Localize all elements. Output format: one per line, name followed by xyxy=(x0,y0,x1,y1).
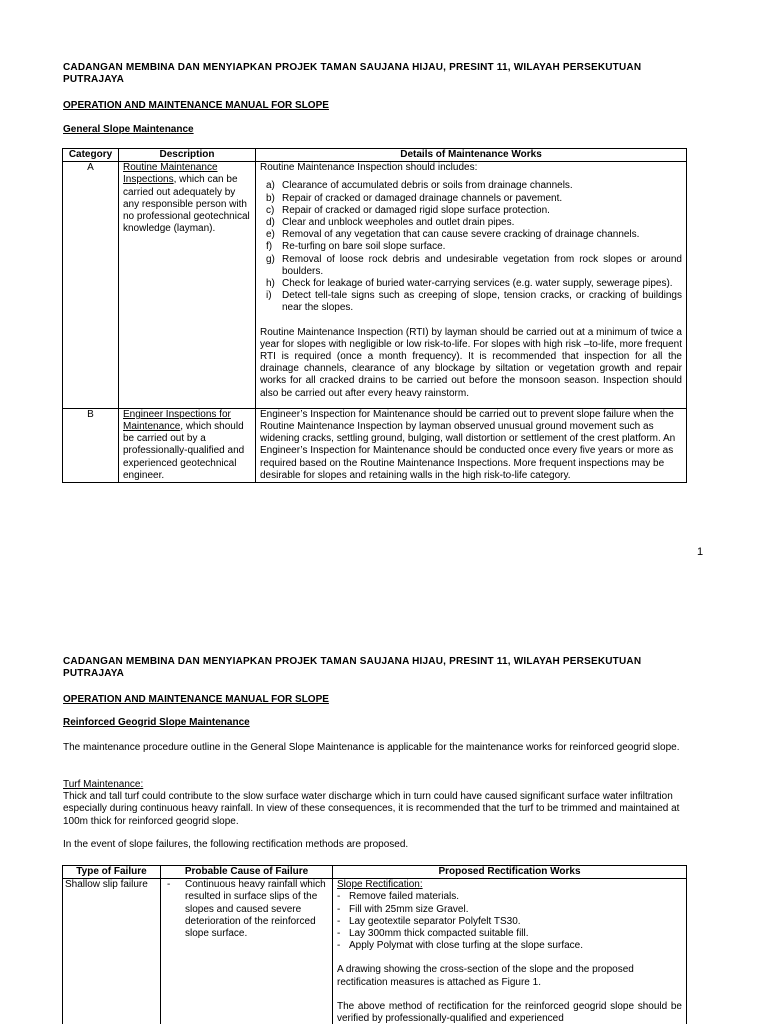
project-title: CADANGAN MEMBINA DAN MENYIAPKAN PROJEK TAMAN SAUJANA HIJAU, PRESINT 11, WILAYAH PERSEKUTUAN PUTRAJAYA xyxy=(63,62,642,86)
manual-title: OPERATION AND MAINTENANCE MANUAL FOR SLOPE xyxy=(63,100,329,111)
table-header-row xyxy=(63,149,687,162)
document-page-2 xyxy=(0,640,768,1024)
rectification-heading: Slope Rectification: xyxy=(337,879,423,891)
table-row xyxy=(63,162,687,409)
details-cell xyxy=(256,162,687,409)
list-item: - Apply Polymat with close turfing at the slope surface. xyxy=(337,940,584,952)
list-item: - Lay 300mm thick compacted suitable fill. xyxy=(337,928,529,940)
maintenance-items-list xyxy=(260,180,682,314)
intro-paragraph: The maintenance procedure outline in the General Slope Maintenance is applicable for the maintenance works for reinforced geogrid slope. xyxy=(63,742,680,753)
project-title: CADANGAN MEMBINA DAN MENYIAPKAN PROJEK TAMAN SAUJANA HIJAU, PRESINT 11, WILAYAH PERSEKUTUAN PUTRAJAYA xyxy=(63,656,642,680)
list-item: c) Repair of cracked or damaged rigid slope surface protection. xyxy=(266,204,550,216)
section-title: Reinforced Geogrid Slope Maintenance xyxy=(63,717,250,728)
description-cell xyxy=(119,408,256,482)
description-text: , which can be carried out adequately by any responsible person with no professional geotechnical knowledge (layman). xyxy=(123,174,250,235)
description-text: , which should be carried out by a professionally-qualified and experienced geotechnical engineer. xyxy=(123,421,245,481)
description-link-text: Routine Maintenance Inspections xyxy=(123,162,218,186)
page-number: 1 xyxy=(697,546,704,558)
header-rectification: Proposed Rectification Works xyxy=(333,866,687,879)
header-type-of-failure: Type of Failure xyxy=(63,866,161,879)
turf-heading: Turf Maintenance: xyxy=(63,779,144,790)
category-cell: B xyxy=(63,408,119,482)
page-gap xyxy=(0,600,768,640)
list-item: d) Clear and unblock weepholes and outlet drain pipes. xyxy=(266,217,515,229)
rti-paragraph: Routine Maintenance Inspection (RTI) by layman should be carried out at a minimum of twice a year for slopes with negligible or low risk-to-life. For slopes with high risk –to-life, more frequent RTI is required (once a month frequency). It is recommended that inspection for all the drainage channels, clearance of any blockage by siltation or vegetation growth and repair works for all cracked drains to be carried out before the monsoon season. Inspection should also be carried out after every heavy rainstorm. xyxy=(260,326,682,399)
header-probable-cause: Probable Cause of Failure xyxy=(161,866,333,879)
verification-note: The above method of rectification for the reinforced geogrid slope should be verified by professionally-qualified and experienced xyxy=(337,1000,682,1024)
table-row xyxy=(63,408,687,482)
cause-item: - Continuous heavy rainfall which resulted in surface slips of the slopes and caused severe deterioration of the reinforced slope surface. xyxy=(167,879,326,940)
header-details: Details of Maintenance Works xyxy=(256,149,687,162)
list-item: g) Removal of loose rock debris and undesirable vegetation from rock slopes or around boulders. xyxy=(266,253,682,277)
list-item: - Lay geotextile separator Polyfelt TS30. xyxy=(337,915,521,927)
manual-title: OPERATION AND MAINTENANCE MANUAL FOR SLOPE xyxy=(63,694,329,705)
list-item: e) Removal of any vegetation that can cause severe cracking of drainage channels. xyxy=(266,229,640,241)
table-header-row xyxy=(63,866,687,879)
category-cell: A xyxy=(63,162,119,409)
rectification-cell xyxy=(333,879,687,1024)
details-cell: Engineer’s Inspection for Maintenance should be carried out to prevent slope failure when the Routine Maintenance Inspection by layman observed unusual ground movement such as widening cracks, settling ground, bulging, wall distortion or settlement of the crest platform. An Engineer’s Inspection for Maintenance should be conducted once every five years or more as required based on the Routine Maintenance Inspections. More frequent inspections may be desirable for slopes and retaining walls in the high risk-to-life category. xyxy=(256,408,687,482)
header-description: Description xyxy=(119,149,256,162)
turf-section xyxy=(63,779,687,828)
list-item: a) Clearance of accumulated debris or soils from drainage channels. xyxy=(266,180,573,192)
drawing-note: A drawing showing the cross-section of the slope and the proposed rectification measures is attached as Figure 1. xyxy=(337,964,634,988)
header-category: Category xyxy=(63,149,119,162)
turf-paragraph: Thick and tall turf could contribute to the slow surface water discharge which in turn could have caused significant surface water infiltration especially during continuous heavy rainfall. In view of these consequences, it is recommended that the turf to be trimmed and maintained at 100m thick for reinforced geogrid slope. xyxy=(63,791,680,827)
list-item: - Remove failed materials. xyxy=(337,891,460,903)
list-item: h) Check for leakage of buried water-carrying services (e.g. water supply, sewerage pipes). xyxy=(266,278,673,290)
general-maintenance-table xyxy=(62,148,687,483)
failure-type-cell: Shallow slip failure xyxy=(63,879,161,1024)
failure-intro: In the event of slope failures, the following rectification methods are proposed. xyxy=(63,839,409,850)
rectification-steps-list xyxy=(337,891,682,952)
cause-cell xyxy=(161,879,333,1024)
section-title: General Slope Maintenance xyxy=(63,124,194,135)
table-row xyxy=(63,879,687,1024)
details-intro: Routine Maintenance Inspection should includes: xyxy=(260,162,478,174)
rectification-table xyxy=(62,865,687,1024)
description-cell xyxy=(119,162,256,409)
description-link-text: Engineer Inspections for Maintenance xyxy=(123,408,231,433)
list-item: b) Repair of cracked or damaged drainage channels or pavement. xyxy=(266,192,563,204)
list-item: i) Detect tell-tale signs such as creeping of slope, tension cracks, or cracking of buildings near the slopes. xyxy=(266,290,682,314)
list-item: f) Re-turfing on bare soil slope surface. xyxy=(266,241,446,253)
list-item: - Fill with 25mm size Gravel. xyxy=(337,903,469,915)
